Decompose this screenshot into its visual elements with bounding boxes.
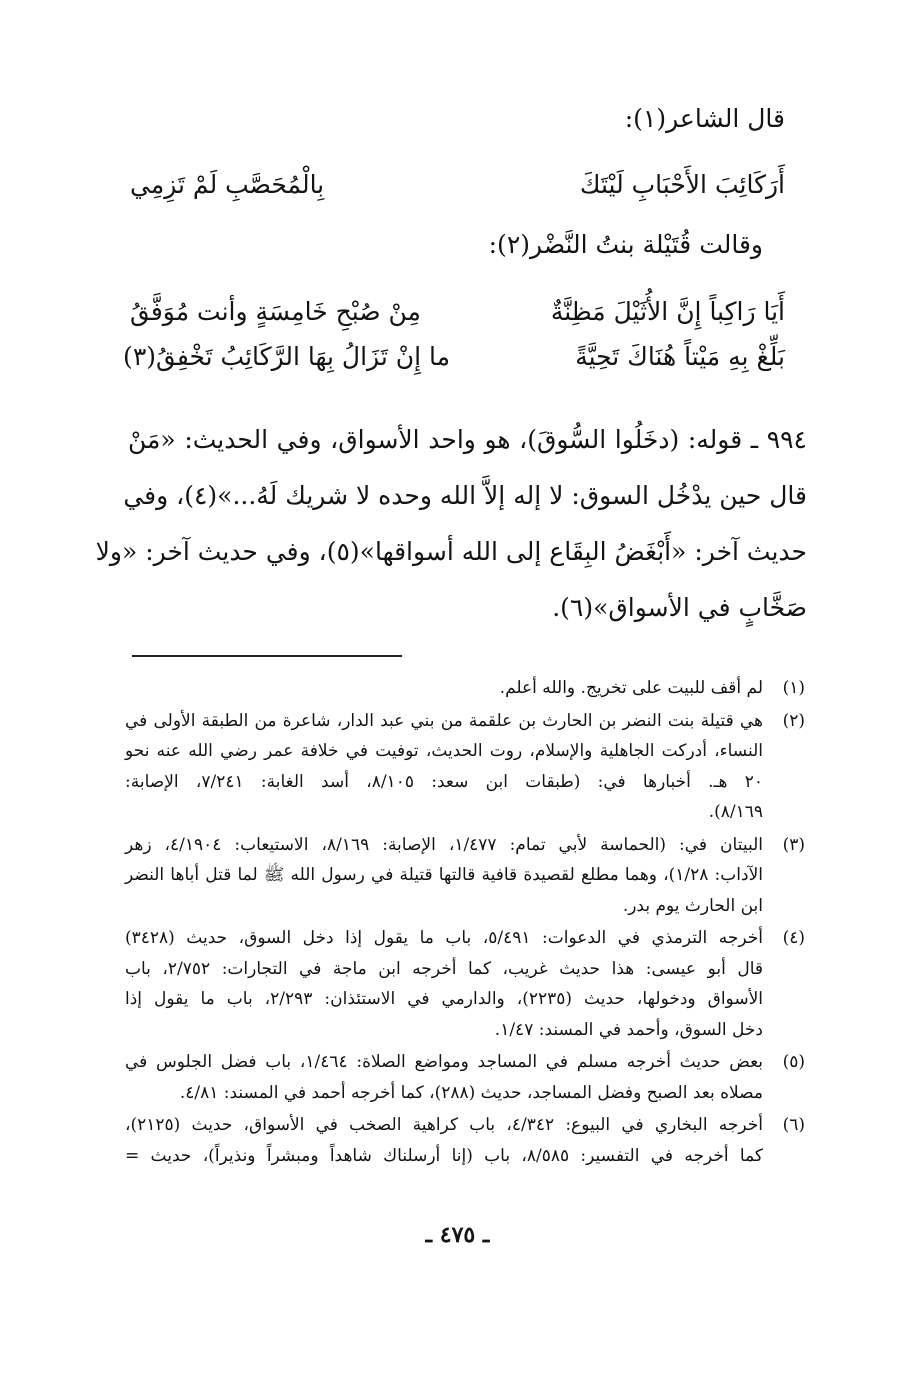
- footnote-line: ابن الحارث يوم بدر.: [622, 895, 763, 916]
- verse-2-second-hemistich: مِنْ صُبْحِ خَامِسَةٍ وأنت مُوَفَّقُ: [130, 297, 421, 326]
- footnote-line: بعض حديث أخرجه مسلم في المساجد ومواضع الصلاة: ١/٤٦٤، باب فضل الجلوس في: [125, 1052, 763, 1072]
- footnote-line: قال أبو عيسى: هذا حديث غريب، كما أخرجه ابن ماجة في التجارات: ٢/٧٥٢، باب: [125, 958, 763, 979]
- verse-3-first-hemistich: بَلِّغْ بِهِ مَيْتاً هُنَاكَ تَحِيَّةً: [575, 342, 785, 371]
- intro-qutaila: وقالت قُتَيْلة بنتُ النَّضْر(٢):: [488, 230, 763, 259]
- footnote-line: هي قتيلة بنت النضر بن الحارث بن علقمة من بني عبد الدار، شاعرة من الطبقة الأولى في: [125, 710, 763, 731]
- verse-1: [130, 170, 785, 216]
- verse-3-second-hemistich: ما إِنْ تَزَالُ بِهَا الرَّكَائِبُ تَخْفِقُ(٣): [123, 342, 450, 371]
- footnote-number: (٣): [782, 834, 805, 855]
- footnote-line: ٨/١٦٩).: [708, 802, 763, 822]
- footnote-3: [125, 830, 805, 922]
- verse-2-first-hemistich: أَيَا رَاكِباً إِنَّ الأُثَيْلَ مَظِنَّةٌ: [550, 297, 785, 326]
- page-number: ـ ٤٧٥ ـ: [425, 1222, 490, 1248]
- footnote-number: (٥): [782, 1052, 805, 1072]
- verse-1-first-hemistich: أَرَكَائِبَ الأَحْبَابِ لَيْتَكَ: [579, 170, 785, 199]
- paragraph-line: صَخَّابٍ في الأسواق»(٦).: [552, 593, 807, 622]
- verse-2: [130, 297, 785, 343]
- footnote-number: (٦): [782, 1115, 805, 1135]
- footnote-2: [125, 706, 805, 828]
- paragraph-line: حديث آخر: «أَبْغَضُ البِقَاع إلى الله أسواقها»(٥)، وفي حديث آخر: «ولا: [95, 537, 807, 566]
- paragraph-line: قال حين يدْخُل السوق: لا إله إلاَّ الله وحده لا شريك لَهُ...»(٤)، وفي: [123, 481, 807, 510]
- footnote-line: كما أخرجه في التفسير: ٨/٥٨٥، باب (إنا أرسلناك شاهداً ومبشراً ونذيراً)، حديث =: [125, 1145, 763, 1166]
- paragraph-line: ٩٩٤ ـ قوله: (دخَلُوا السُّوقَ)، هو واحد الأسواق، وفي الحديث: «مَنْ: [128, 425, 807, 454]
- verse-1-second-hemistich: بِالْمُحَصَّبِ لَمْ تَزِمِي: [130, 170, 325, 199]
- footnote-line: أخرجه الترمذي في الدعوات: ٥/٤٩١، باب ما يقول إذا دخل السوق، حديث (٣٤٢٨): [125, 928, 763, 948]
- footnote-line: البيتان في: (الحماسة لأبي تمام: ١/٤٧٧، الإصابة: ٨/١٦٩، الاستيعاب: ٤/١٩٠٤، زهر: [125, 834, 763, 855]
- footnote-line: أخرجه البخاري في البيوع: ٤/٣٤٢، باب كراهية الصخب في الأسواق، حديث (٢١٢٥)،: [125, 1115, 763, 1135]
- footnote-number: (١): [782, 678, 805, 698]
- footnote-1: [125, 673, 805, 704]
- footnote-4: [125, 923, 805, 1045]
- footnote-line: الأسواق ودخولها، حديث (٢٢٣٥)، والدارمي في الاستئذان: ٢/٢٩٣، باب ما يقول إذا: [125, 989, 763, 1009]
- footnote-line: الآداب: ١/٢٨)، وهما مطلع لقصيدة قافية قالتها قتيلة في رسول الله ﷺ لما قتل أباها النضر: [125, 865, 763, 885]
- footnote-number: (٤): [782, 928, 805, 948]
- footnotes: [125, 673, 805, 1173]
- footnote-line: النساء، أدركت الجاهلية والإسلام، روت الحديث، توفيت في خلافة عمر رضي الله عنه نحو: [125, 741, 763, 761]
- footnote-line: لم أقف للبيت على تخريج. والله أعلم.: [499, 678, 763, 698]
- verse-3: [123, 342, 785, 388]
- intro-poet: قال الشاعر(١):: [624, 104, 785, 133]
- footnote-6: [125, 1110, 805, 1171]
- footnote-5: [125, 1047, 805, 1108]
- footnote-line: مصلاه بعد الصبح وفضل المساجد، حديث (٢٨٨)، كما أخرجه أحمد في المسند: ٤/٨١.: [179, 1082, 763, 1103]
- footnote-line: دخل السوق، وأحمد في المسند: ١/٤٧.: [494, 1019, 763, 1040]
- footnote-number: (٢): [782, 710, 805, 731]
- footnote-separator: [132, 655, 402, 657]
- main-paragraph: [95, 412, 807, 636]
- footnote-line: ٢٠ هـ. أخبارها في: (طبقات ابن سعد: ٨/١٠٥، أسد الغابة: ٧/٢٤١، الإصابة:: [125, 771, 763, 792]
